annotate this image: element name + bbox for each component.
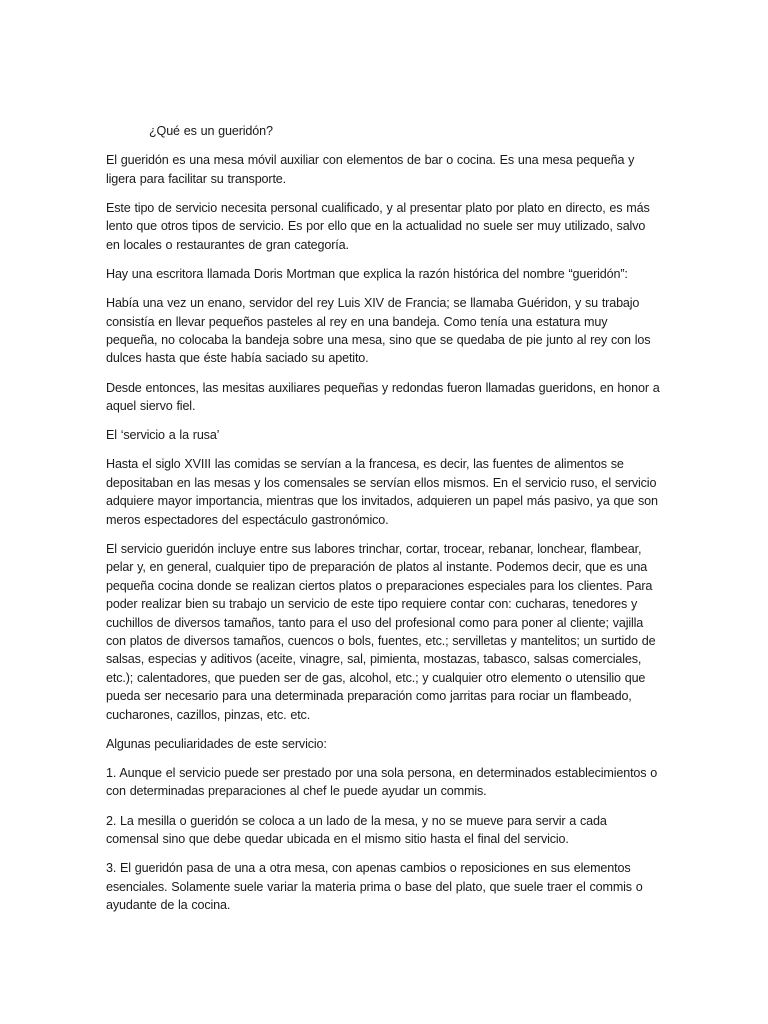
- paragraph-definition: El gueridón es una mesa móvil auxiliar con elementos de bar o cocina. Es una mesa pequeña y ligera para facilitar su transporte.: [106, 153, 635, 186]
- paragraph-history-dwarf: Había una vez un enano, servidor del rey Luis XIV de Francia; se llamaba Guéridon, y su trabajo consistía en llevar pequeños pasteles al rey en una bandeja. Como tenía una estatura muy pequeña, no colocaba la bandeja sobre una mesa, sino que se quedaba de pie junto al rey con los dulces hasta que éste había saciado su apetito.: [106, 296, 651, 366]
- list-item-1: 1. Aunque el servicio puede ser prestado por una sola persona, en determinados establecimientos o con determinadas preparaciones al chef le puede ayudar un commis.: [106, 765, 658, 799]
- paragraph-service-personnel: Este tipo de servicio necesita personal cualificado, y al presentar plato por plato en directo, es más lento que otros tipos de servicio. Es por ello que en la actualidad no suele ser muy utilizado, salvo en locales o restaurantes de gran categoría.: [106, 201, 650, 252]
- list-item-3: 3. El gueridón pasa de una a otra mesa, con apenas cambios o reposiciones en sus elementos esenciales. Solamente suele variar la materia prima o base del plato, que suele traer el commis o ayudante de la cocina.: [106, 861, 643, 912]
- paragraph-doris-mortman: Hay una escritora llamada Doris Mortman que explica la razón histórica del nombre “gueridón”:: [106, 267, 628, 282]
- document-body: [106, 122, 662, 925]
- paragraph-gueridon-tasks: El servicio gueridón incluye entre sus labores trinchar, cortar, trocear, rebanar, lonchear, flambear, pelar y, en general, cualquier tipo de preparación de platos al instante. Podemos decir, que es una pequeña cocina donde se realizan ciertos platos o preparaciones especiales para los clientes. Para poder realizar bien su trabajo un servicio de este tipo requiere contar con: cucharas, tenedores y cuchillos de diversos tamaños, tanto para el uso del profesional como para poner al cliente; vajilla con platos de diversos tamaños, cuencos o bols, fuentes, etc.; servilletas y mantelitos; un surtido de salsas, especias y aditivos (aceite, vinagre, sal, pimienta, mostazas, tabasco, salsas comerciales, etc.); calentadores, que pueden ser de gas, alcohol, etc.; y cualquier otro elemento o utensilio que pueda ser necesario para una determinada preparación como jarritas para rociar un flambeado, cucharones, cazillos, pinzas, etc. etc.: [106, 541, 656, 722]
- paragraph-peculiarities-heading: Algunas peculiaridades de este servicio:: [106, 736, 327, 751]
- paragraph-gueridons-name: Desde entonces, las mesitas auxiliares pequeñas y redondas fueron llamadas gueridons, en honor a aquel siervo fiel.: [106, 380, 660, 414]
- list-item-2: 2. La mesilla o gueridón se coloca a un lado de la mesa, y no se mueve para servir a cada comensal sino que debe quedar ubicada en el mismo sitio hasta el final del servicio.: [106, 813, 607, 846]
- document-title: ¿Qué es un gueridón?: [149, 124, 273, 138]
- paragraph-russian-service: Hasta el siglo XVIII las comidas se servían a la francesa, es decir, las fuentes de alimentos se depositaban en las mesas y los comensales se servían ellos mismos. En el servicio ruso, el servicio adquiere mayor importancia, mientras que los invitados, adquieren un papel más pasivo, ya que son meros espectadores del espectáculo gastronómico.: [106, 457, 658, 527]
- section-heading-russian-service: El ‘servicio a la rusa’: [106, 428, 220, 443]
